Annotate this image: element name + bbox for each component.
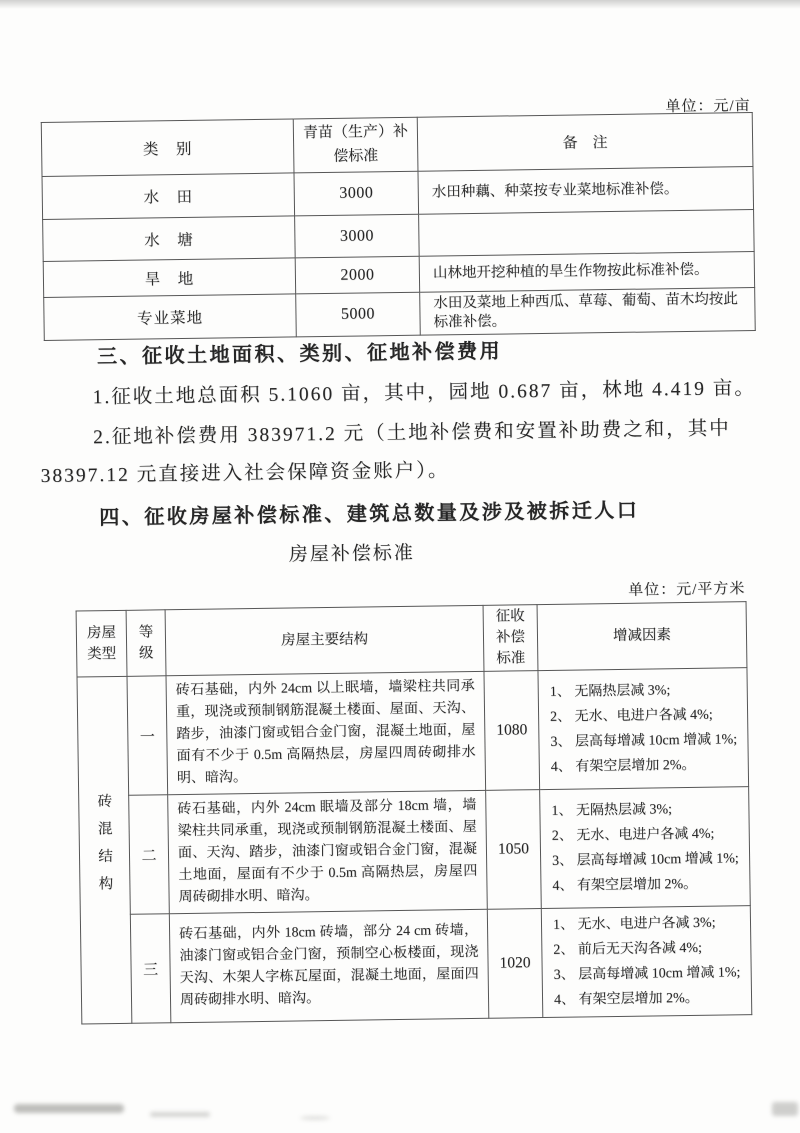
t1-header-standard: 青苗（生产）补 偿标准 [293,117,418,173]
section3-item1: 1.征收土地总面积 5.1060 亩，其中，园地 0.687 亩，林地 4.419 亩。 [92,378,756,409]
factor-line: 4、 有架空层增加 2%。 [550,757,696,775]
t1-cell-category: 旱 地 [43,258,295,298]
t2-header-grade: 等 级 [126,610,166,677]
factor-line: 1、 无水、电进户各减 3%; [552,915,716,933]
unit-label-yuan-per-sqm: 单位：元/平方米 [628,581,746,599]
t1-cell-standard: 2000 [295,256,419,294]
t1-cell-category: 水 塘 [43,216,296,262]
factor-line: 4、 有架空层增加 2%。 [552,876,698,894]
t2-cell-standard: 1050 [486,790,542,910]
factor-line: 3、 层高每增减 10cm 增减 1%; [552,851,739,869]
t2-header-standard: 征收 补偿 标准 [483,605,538,672]
table-row [44,288,756,341]
factor-line: 3、 层高每增减 10cm 增减 1%; [550,732,738,750]
t2-cell-structure: 砖石基础，内外 24cm 以上眠墙，墙梁柱共同承重，现浇或预制钢筋混凝土楼面、屋面、天沟、踏步，油漆门窗或铝合金门窗，混凝土地面，屋面有不少于 0.5m 高隔热层，房屋四周砖砌排水明、暗沟。 [166,671,486,794]
factor-line: 2、 前后无天沟各减 4%; [553,940,703,958]
house-compensation-subtitle: 房屋补偿标准 [288,542,415,566]
table-row [80,906,751,1024]
t2-cell-standard: 1080 [484,671,540,791]
t2-header-factors: 增减因素 [537,602,747,671]
factor-line: 1、 无隔热层减 3%; [551,802,673,819]
scan-speck [300,1116,330,1120]
t2-cell-standard: 1020 [487,909,543,1019]
t2-cell-house-type [77,676,132,1024]
t1-header-remark: 备 注 [417,113,753,172]
unit-label-yuan-per-mu: 单位：元/亩 [665,98,751,116]
t2-cell-structure: 砖石基础，内外 18cm 砖墙，部分 24 cm 砖墙，油漆门窗或铝合金门窗，预制空心板楼面，现浇天沟、木架人字栋瓦屋面，混凝土地面，屋面四周砖砌排水明、暗沟。 [169,909,488,1022]
t2-header-structure: 房屋主要结构 [165,605,484,675]
scan-speck [772,1102,798,1116]
table-header-row [76,602,747,677]
table-row [79,787,751,915]
t1-header-category: 类 别 [41,119,294,177]
house-compensation-table [76,601,753,1024]
crop-compensation-table [41,112,756,341]
scan-speck [150,1112,210,1117]
t2-cell-grade: 一 [127,676,168,796]
t2-cell-grade: 三 [130,914,171,1024]
t1-cell-standard: 3000 [294,171,419,216]
t2-header-house-type: 房屋 类型 [76,610,127,677]
t1-cell-remark: 水田种藕、种菜按专业菜地标准补偿。 [418,167,754,215]
t2-cell-factors [540,787,751,909]
t1-cell-standard: 3000 [295,214,420,258]
t2-cell-factors [541,906,752,1018]
factor-line: 4、 有架空层增加 2%。 [553,990,699,1008]
table-header-row [41,113,753,177]
t2-cell-grade: 二 [129,795,170,915]
section3-item2-line2: 38397.12 元直接进入社会保障资金账户）。 [40,460,450,488]
t2-cell-factors [538,668,749,790]
t2-cell-structure: 砖石基础，内外 24cm 眠墙及部分 18cm 墙，墙梁柱共同承重，现浇或预制钢筋混凝土楼面、屋面、天沟、踏步，油漆门窗或铝合金门窗，混凝土地面，屋面有不少于 0.5m 高隔热层，房屋四周砖砌排水明、暗沟。 [168,790,488,913]
t1-cell-remark: 山林地开挖种植的旱生作物按此标准补偿。 [419,252,754,293]
table-row [77,668,749,796]
t1-cell-remark [419,210,755,257]
factor-line: 1、 无隔热层减 3%; [549,683,671,700]
factor-line: 3、 层高每增减 10cm 增减 1%; [553,965,741,983]
scan-top-edge-smudge [0,0,800,9]
section3-item2-line1: 2.征地补偿费用 383971.2 元（土地补偿费和安置补助费之和，其中 [93,418,731,449]
t1-cell-remark: 水田及菜地上种西瓜、草莓、葡萄、苗木均按此标准补偿。 [420,288,756,335]
scan-speck [14,1104,124,1113]
factor-line: 2、 无水、电进户各减 4%; [551,826,715,844]
factor-line: 2、 无水、电进户各减 4%; [550,707,713,725]
house-type-vertical-text: 砖混结构 [95,792,113,903]
section4-heading: 四、征收房屋补偿标准、建筑总数量及涉及被拆迁人口 [99,499,640,530]
t1-cell-category: 专业菜地 [44,294,297,340]
section3-heading: 三、征收土地面积、类别、征地补偿费用 [96,340,503,369]
t1-cell-standard: 5000 [296,292,421,336]
t1-cell-category: 水 田 [42,173,295,220]
